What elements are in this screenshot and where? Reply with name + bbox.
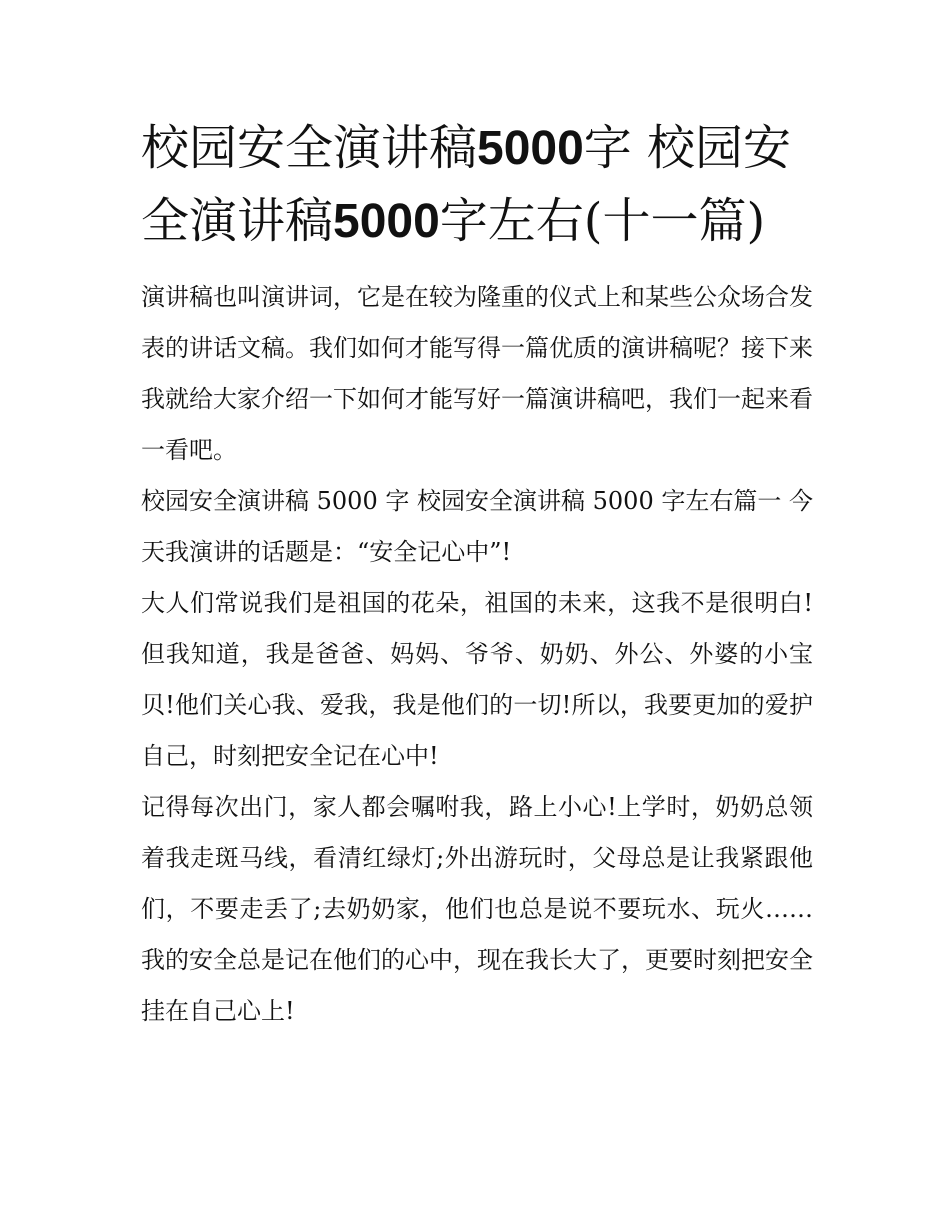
paragraph-topic: 校园安全演讲稿 5000 字 校园安全演讲稿 5000 字左右篇一 今天我演讲的话题是：“安全记心中”! <box>141 487 813 566</box>
title-part-1: 校园安全演讲稿 <box>141 120 478 176</box>
title-number-2: 5000 <box>333 195 440 248</box>
document-body <box>141 112 813 1037</box>
title-part-3: 字左右(十一篇) <box>439 193 766 249</box>
title-number-1: 5000 <box>477 122 584 175</box>
document-title <box>141 112 813 258</box>
paragraph-memory: 记得每次出门，家人都会嘱咐我，路上小心!上学时，奶奶总领着我走斑马线，看清红绿灯;外出游玩时，父母总是让我紧跟他们，不要走丢了;去奶奶家，他们也总是说不要玩水、玩火……我的安全总是记在他们的心中，现在我长大了，更要时刻把安全挂在自己心上! <box>141 793 813 1025</box>
paragraph-intro: 演讲稿也叫演讲词，它是在较为隆重的仪式上和某些公众场合发表的讲话文稿。我们如何才能写得一篇优质的演讲稿呢？接下来我就给大家介绍一下如何才能写好一篇演讲稿吧，我们一起来看一看吧。 <box>141 283 813 464</box>
paragraph-family: 大人们常说我们是祖国的花朵，祖国的未来，这我不是很明白!但我知道，我是爸爸、妈妈、爷爷、奶奶、外公、外婆的小宝贝!他们关心我、爱我，我是他们的一切!所以，我要更加的爱护自己，时刻把安全记在心中! <box>141 589 813 770</box>
title-part-2: 字 校园安全演讲稿 <box>141 120 792 249</box>
